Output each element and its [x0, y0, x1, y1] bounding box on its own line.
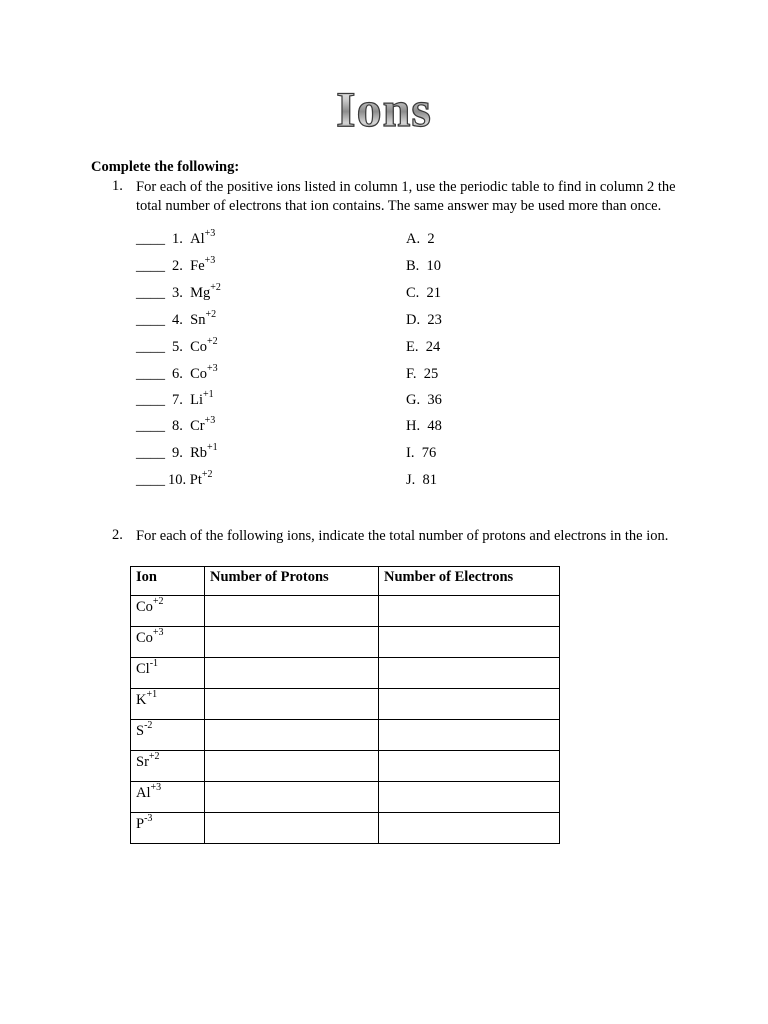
match-answer: C. 21 — [406, 285, 442, 301]
match-answer: I. 76 — [406, 445, 437, 461]
table-header-row — [131, 567, 560, 596]
match-answer: H. 48 — [406, 418, 442, 434]
table-row — [131, 658, 560, 689]
ion-cell: $Sr^{+2}$ — [131, 751, 205, 782]
match-item: 6. $Co^{+3}$ — [172, 363, 218, 382]
electrons-cell[interactable] — [379, 658, 560, 689]
electrons-cell[interactable] — [379, 782, 560, 813]
ion-cell: $K^{+1}$ — [131, 689, 205, 720]
answer-blank[interactable]: ____ — [136, 366, 165, 382]
electrons-cell[interactable] — [379, 689, 560, 720]
protons-cell[interactable] — [205, 720, 379, 751]
table-row — [131, 751, 560, 782]
question-2-text: For each of the following ions, indicate the total number of protons and electrons in the ion. — [136, 528, 669, 544]
match-row — [136, 282, 496, 305]
table-row — [131, 720, 560, 751]
electrons-cell[interactable] — [379, 813, 560, 844]
match-answer: A. 2 — [406, 231, 435, 247]
ions-table — [130, 566, 560, 844]
electrons-cell[interactable] — [379, 720, 560, 751]
match-item: 3. $Mg^{+2}$ — [172, 282, 221, 301]
protons-cell[interactable] — [205, 782, 379, 813]
match-answer: F. 25 — [406, 366, 439, 382]
table-row — [131, 596, 560, 627]
column-header-protons: Number of Protons — [205, 567, 379, 596]
answer-blank[interactable]: ____ — [136, 258, 165, 274]
answer-blank[interactable]: ____ — [136, 312, 165, 328]
match-row — [136, 363, 496, 386]
page-title: Ions — [0, 84, 768, 134]
answer-blank[interactable]: ____ — [136, 418, 165, 434]
match-item: 1. $Al^{+3}$ — [172, 228, 216, 247]
ion-cell: $S^{-2}$ — [131, 720, 205, 751]
match-answer: G. 36 — [406, 392, 442, 408]
match-item: 9. $Rb^{+1}$ — [172, 442, 218, 461]
match-row — [136, 469, 496, 492]
question-2-number: 2. — [112, 527, 123, 543]
match-row — [136, 442, 496, 465]
electrons-cell[interactable] — [379, 627, 560, 658]
match-row — [136, 389, 496, 412]
match-answer: E. 24 — [406, 339, 441, 355]
ion-cell: $Al^{+3}$ — [131, 782, 205, 813]
electrons-cell[interactable] — [379, 596, 560, 627]
protons-cell[interactable] — [205, 627, 379, 658]
match-item: 5. $Co^{+2}$ — [172, 336, 218, 355]
table-row — [131, 689, 560, 720]
match-row — [136, 336, 496, 359]
question-1-number: 1. — [112, 178, 123, 194]
answer-blank[interactable]: ____ — [136, 392, 165, 408]
ion-cell: $P^{-3}$ — [131, 813, 205, 844]
protons-cell[interactable] — [205, 751, 379, 782]
match-item: 8. $Cr^{+3}$ — [172, 415, 216, 434]
electrons-cell[interactable] — [379, 751, 560, 782]
answer-blank[interactable]: ____ — [136, 285, 165, 301]
match-item: 7. $Li^{+1}$ — [172, 389, 214, 408]
match-row — [136, 415, 496, 438]
column-header-electrons: Number of Electrons — [379, 567, 560, 596]
ion-cell: $Co^{+2}$ — [131, 596, 205, 627]
table-row — [131, 627, 560, 658]
match-answer: D. 23 — [406, 312, 442, 328]
match-row — [136, 255, 496, 278]
question-1-text: For each of the positive ions listed in column 1, use the periodic table to find in column 2 the total number of electrons that ion contains. The same answer may be used more than once. — [136, 179, 676, 214]
table-row — [131, 782, 560, 813]
answer-blank[interactable]: ____ — [136, 339, 165, 355]
match-row — [136, 228, 496, 251]
match-item: 2. $Fe^{+3}$ — [172, 255, 216, 274]
match-item: 4. $Sn^{+2}$ — [172, 309, 217, 328]
ion-cell: $Co^{+3}$ — [131, 627, 205, 658]
instructions-heading: Complete the following: — [91, 159, 240, 175]
protons-cell[interactable] — [205, 689, 379, 720]
column-header-ion: Ion — [131, 567, 205, 596]
answer-blank[interactable]: ____ — [136, 472, 165, 488]
answer-blank[interactable]: ____ — [136, 231, 165, 247]
protons-cell[interactable] — [205, 813, 379, 844]
match-row — [136, 309, 496, 332]
answer-blank[interactable]: ____ — [136, 445, 165, 461]
match-item: 10. $Pt^{+2}$ — [168, 469, 213, 488]
protons-cell[interactable] — [205, 658, 379, 689]
table-row — [131, 813, 560, 844]
match-answer: J. 81 — [406, 472, 438, 488]
match-answer: B. 10 — [406, 258, 442, 274]
protons-cell[interactable] — [205, 596, 379, 627]
ion-cell: $Cl^{-1}$ — [131, 658, 205, 689]
